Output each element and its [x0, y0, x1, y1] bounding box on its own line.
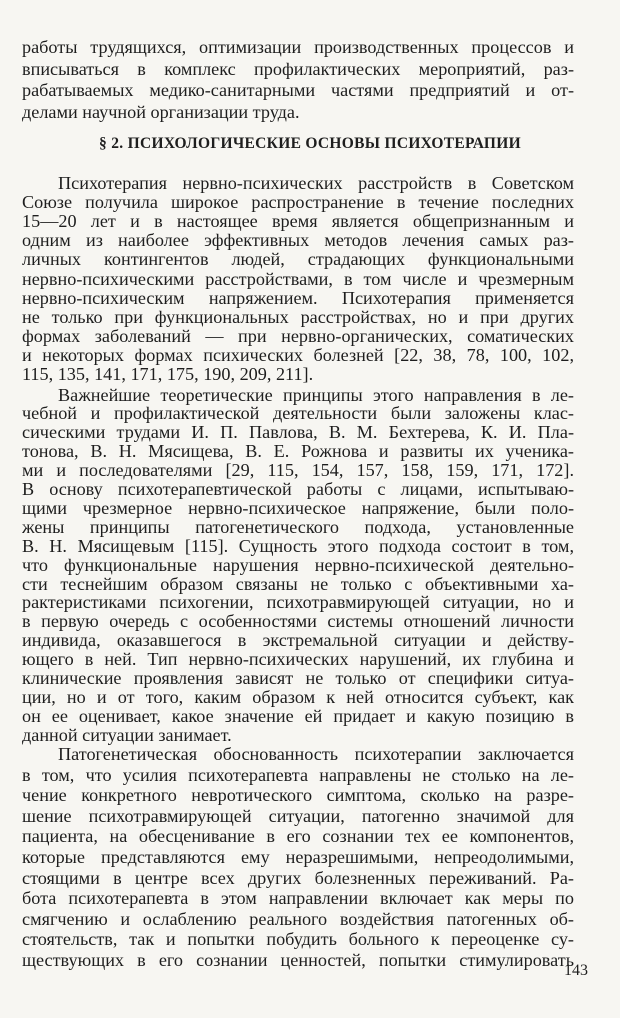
- text-line: В основу психотерапевтической работы с лицами, испытываю-: [22, 479, 574, 499]
- text-line: которые представляются ему неразрешимыми, непреодолимыми,: [22, 847, 574, 867]
- text-line: жены принципы патогенетического подхода, установленные: [22, 516, 574, 537]
- text-line: Патогенетическая обоснованность психотерапии заключается: [58, 744, 574, 764]
- text-line: шение психотравмирующей ситуации, патогенно значимой для: [22, 805, 574, 826]
- text-line: ции, но и от того, каким образом к ней относится субъект, как: [22, 686, 574, 707]
- text-line: стоящими в центре всех других болезненных переживаний. Ра-: [22, 867, 574, 888]
- text-line: вписываться в комплекс профилактических мероприятий, раз-: [22, 58, 574, 79]
- text-line: клинические проявления зависят не только от специфики ситуа-: [22, 668, 574, 688]
- text-line: рактеристиками психогении, психотравмирующей ситуации, но и: [22, 592, 574, 613]
- text-line: 115, 135, 141, 171, 175, 190, 209, 211].: [22, 364, 314, 384]
- text-line: нервно-психическими расстройствами, в том числе и чрезмерным: [22, 268, 574, 289]
- text-line: что функциональные нарушения нервно-психической деятельно-: [22, 554, 574, 575]
- text-line: сическими трудами И. П. Павлова, В. М. Бехтерева, К. И. Пла-: [22, 422, 574, 443]
- text-line: стоятельств, так и попытки побудить больного к переоценке су-: [22, 929, 574, 950]
- text-line: рабатываемых медико-санитарными частями предприятий и от-: [22, 80, 574, 100]
- text-line: ми и последователями [29, 115, 154, 157, 158, 159, 171, 172].: [22, 460, 574, 481]
- text-line: данной ситуации занимает.: [22, 724, 232, 745]
- text-line: тонова, В. Н. Мясищева, В. Е. Рожнова и развиты их ученика-: [22, 441, 574, 462]
- text-line: и некоторых формах психических болезней [22, 38, 78, 100, 102,: [22, 344, 574, 365]
- text-line: индивида, оказавшегося в экстремальной ситуации и действу-: [22, 630, 574, 651]
- text-line: в первую очередь с особенностями системы отношений личности: [22, 611, 574, 632]
- text-line: чение конкретного невротического симптома, сколько на разре-: [22, 785, 574, 806]
- text-line: делами научной организации труда.: [22, 101, 300, 122]
- text-line: Важнейшие теоретические принципы этого направления в ле-: [58, 384, 574, 405]
- text-line: он ее оценивает, какое значение ей придает и какую позицию в: [22, 705, 574, 726]
- text-line: одним из наиболее эффективных методов лечения самых раз-: [22, 230, 574, 251]
- section-heading: § 2. ПСИХОЛОГИЧЕСКИЕ ОСНОВЫ ПСИХОТЕРАПИИ: [99, 135, 521, 152]
- text-line: личных контингентов людей, страдающих функциональными: [22, 249, 574, 270]
- text-line: смягчению и ослаблению реального воздействия патогенных об-: [22, 908, 574, 929]
- text-line: нервно-психическим напряжением. Психотерапия применяется: [22, 287, 574, 308]
- text-line: В. Н. Мясищевым [115]. Сущность этого подхода состоит в том,: [22, 535, 574, 556]
- text-line: не только при функциональных расстройствах, но и при других: [22, 306, 574, 327]
- text-line: ющего в ней. Тип нервно-психических нарушений, их глубина и: [22, 649, 574, 670]
- text-line: формах заболеваний — при нервно-органических, соматических: [22, 325, 574, 346]
- text-line: чебной и профилактической деятельности были заложены клас-: [22, 403, 574, 424]
- text-line: Союзе получила широкое распространение в течение последних: [22, 192, 574, 213]
- text-line: щими чрезмерное нервно-психическое напряжение, были поло-: [22, 497, 574, 518]
- text-line: Психотерапия нервно-психических расстройств в Советском: [58, 173, 574, 193]
- text-line: ществующих в его сознании ценностей, попытки стимулировать: [22, 950, 574, 970]
- text-line: сти теснейшим образом связаны не только с объективными ха-: [22, 573, 574, 594]
- text-line: бота психотерапевта в этом направлении включает как меры по: [22, 888, 574, 909]
- text-line: в том, что усилия психотерапевта направлены не столько на ле-: [22, 764, 574, 785]
- text-line: работы трудящихся, оптимизации производственных процессов и: [22, 37, 574, 57]
- text-line: 15—20 лет и в настоящее время является общепризнанным и: [22, 211, 574, 232]
- page-number: 143: [564, 962, 588, 979]
- text-line: пациента, на обесценивание в его сознании тех ее компонентов,: [22, 826, 574, 847]
